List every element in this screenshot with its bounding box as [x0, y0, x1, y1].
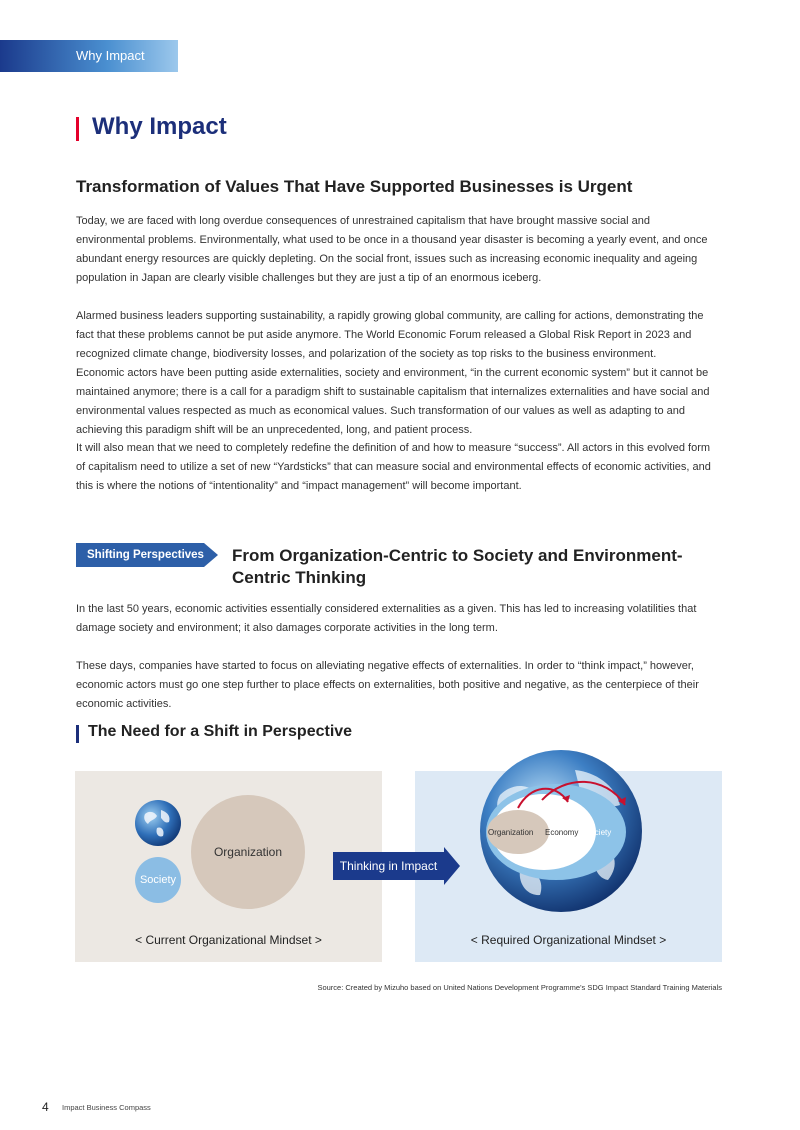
figure-title: The Need for a Shift in Perspective [88, 723, 353, 740]
heading-line: From Organization-Centric to Society and Environment- [232, 546, 683, 565]
required-mindset-caption: < Required Organizational Mindset > [470, 933, 667, 947]
organization-label: Organization [488, 828, 534, 837]
arrow-head-shape [444, 847, 460, 885]
body-paragraph: It will also mean that we need to completely redefine the definition of and how to measure “success”. All actors in this evolved form of capitalism need to utilize a set of new “Yardsticks” that can measure social and environmental effects of economic activities, and this is where the notions of “intentionality” and “impact management” will become important. [76, 442, 711, 492]
society-label: Society [139, 874, 177, 886]
body-paragraph: These days, companies have started to focus on alleviating negative effects of externalities. In order to “think impact,” however, economic actors must go one step further to place effects on externalities, both positive and negative, as the centerpiece of their economic activities. [76, 660, 699, 710]
earth-icon [135, 800, 181, 846]
thinking-in-impact-arrow: Thinking in Impact [333, 852, 444, 880]
figure-source: Source: Created by Mizuho based on United Nations Development Programme's SDG Impact Standard Training Materials [317, 983, 722, 992]
body-paragraph: Alarmed business leaders supporting sustainability, a rapidly growing global community, are calling for actions, demonstrating the fact that these problems cannot be put aside anymore. The World Economic Forum released a Global Risk Report in 2023 and recognized climate change, biodiversity losses, and polarization of the society as top risks to the business environment. [76, 310, 704, 360]
publication-name: Impact Business Compass [62, 1103, 151, 1112]
body-paragraph: Economic actors have been putting aside externalities, society and environment, “in the current economic system” but it cannot be maintained anymore; there is a call for a paradigm shift to sustainable capitalism that internalizes externalities and have social and environmental values respected as much as economical values. Such transformation of our values as well as adapting to and achieving this paradigm shift will be an unprecedented, long, and patient process. [76, 367, 710, 436]
subsection-accent-bar [76, 725, 79, 743]
title-accent-bar [76, 117, 79, 141]
globe-diagram [480, 750, 642, 912]
shifting-perspectives-tag: Shifting Perspectives [76, 543, 204, 567]
society-label: Society [585, 828, 612, 837]
body-paragraph: In the last 50 years, economic activities essentially considered externalities as a given. This has led to increasing volatilities that damage society and environment; it also damages corporate activities in the long term. [76, 603, 697, 634]
organization-label: Organization [213, 845, 283, 859]
page-number: 4 [42, 1100, 49, 1114]
section-heading: Transformation of Values That Have Supported Businesses is Urgent [76, 177, 633, 196]
page-title: Why Impact [92, 113, 227, 140]
society-circle [135, 857, 181, 903]
body-paragraph: Today, we are faced with long overdue consequences of unrestrained capitalism that have brought massive social and environmental problems. Environmentally, what used to be once in a thousand year disaster is becoming a yearly event, and once abundant energy resources are quickly depleting. On the social front, issues such as increasing economic inequality and ageing population in Japan are clearly visible challenges but they are just a tip of an enormous iceberg. [76, 215, 708, 284]
section-heading [232, 545, 692, 589]
economy-label: Economy [545, 828, 579, 837]
heading-line: Centric Thinking [232, 568, 367, 587]
organization-circle [191, 795, 305, 909]
section-tab: Why Impact [0, 40, 178, 72]
tag-arrow-shape [204, 543, 218, 567]
current-mindset-caption: < Current Organizational Mindset > [135, 933, 322, 947]
